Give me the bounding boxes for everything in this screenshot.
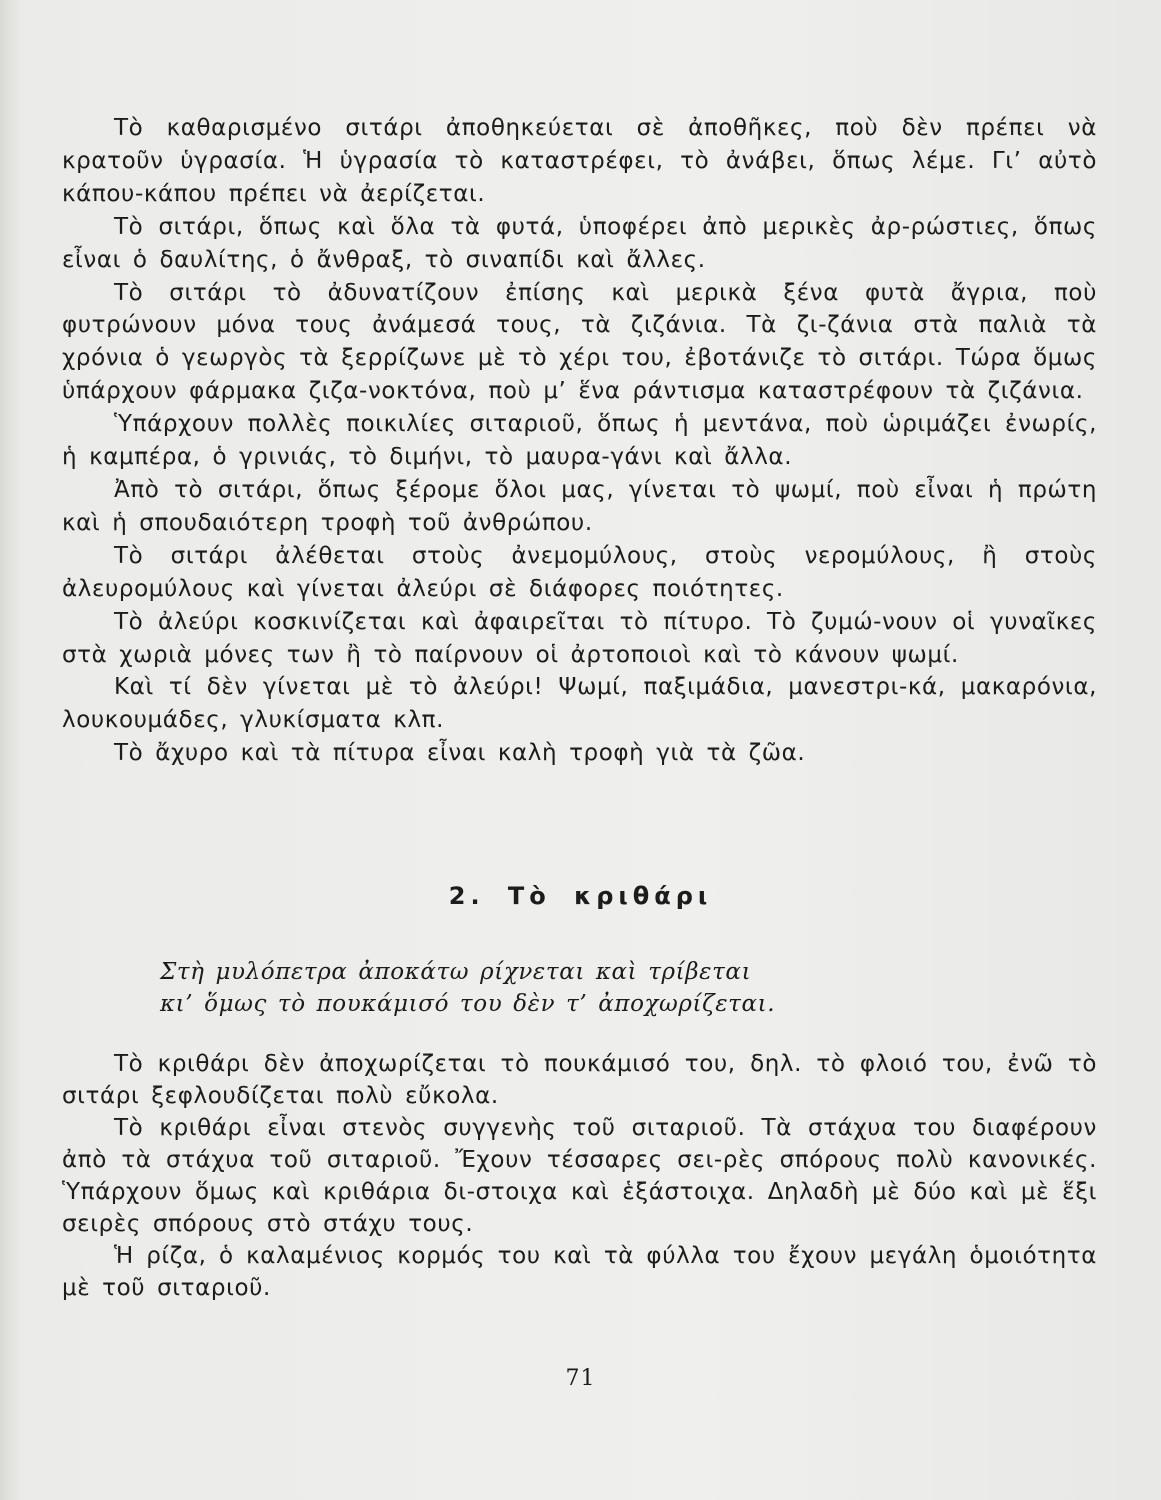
epigraph-line: κι’ ὅμως τὸ πουκάμισό του δὲν τ’ ἀποχωρίζεται.	[160, 991, 776, 1017]
paragraph: Τὸ κριθάρι εἶναι στενὸς συγγενὴς τοῦ σιταριοῦ. Τὰ στάχυα του διαφέρουν ἀπὸ τὰ στάχυα τοῦ σιταριοῦ. Ἔχουν τέσσαρες σει-ρὲς σπόρους πολὺ κανονικές. Ὑπάρχουν ὅμως καὶ κριθάρια δι-στοιχα καὶ ἑξάστοιχα. Δηλαδὴ μὲ δύο καὶ μὲ ἕξι σειρὲς σπόρους στὸ στάχυ τους.	[62, 1115, 1097, 1237]
paragraph: Τὸ σιτάρι τὸ ἀδυνατίζουν ἐπίσης καὶ μερικὰ ξένα φυτὰ ἄγρια, ποὺ φυτρώνουν μόνα τους ἀνάμεσά τους, τὰ ζιζάνια. Τὰ ζι-ζάνια στὰ παλιὰ τὰ χρόνια ὁ γεωργὸς τὰ ξερρίζωνε μὲ τὸ χέρι του, ἐβοτάνιζε τὸ σιτάρι. Τώρα ὅμως ὑπάρχουν φάρμακα ζιζα-νοκτόνα, ποὺ μ’ ἕνα ράντισμα καταστρέφουν τὰ ζιζάνια.	[62, 279, 1097, 405]
paragraph: Τὸ κριθάρι δὲν ἀποχωρίζεται τὸ πουκάμισό του, δηλ. τὸ φλοιό του, ἐνῶ τὸ σιτάρι ξεφλουδίζεται πολὺ εὔκολα.	[62, 1051, 1097, 1109]
paragraph: Καὶ τί δὲν γίνεται μὲ τὸ ἀλεύρι! Ψωμί, παξιμάδια, μανεστρι-κά, μακαρόνια, λουκουμάδες, γλυκίσματα κλπ.	[62, 674, 1097, 734]
paragraph: Τὸ ἀλεύρι κοσκινίζεται καὶ ἀφαιρεῖται τὸ πίτυρο. Τὸ ζυμώ-νουν οἱ γυναῖκες στὰ χωριὰ μόνες των ἢ τὸ παίρνουν οἱ ἀρτοποιοὶ καὶ τὸ κάνουν ψωμί.	[62, 608, 1097, 668]
paragraph: Ἀπὸ τὸ σιτάρι, ὅπως ξέρομε ὅλοι μας, γίνεται τὸ ψωμί, ποὺ εἶναι ἡ πρώτη καὶ ἡ σπουδαιότερη τροφὴ τοῦ ἀνθρώπου.	[62, 476, 1097, 536]
paragraph: Ὑπάρχουν πολλὲς ποικιλίες σιταριοῦ, ὅπως ἡ μεντάνα, ποὺ ὡριμάζει ἐνωρίς, ἡ καμπέρα, ὁ γρινιάς, τὸ διμήνι, τὸ μαυρα-γάνι καὶ ἄλλα.	[62, 411, 1097, 471]
paragraph: Ἡ ρίζα, ὁ καλαμένιος κορμός του καὶ τὰ φύλλα του ἔχουν μεγάλη ὁμοιότητα μὲ τοῦ σιταριοῦ.	[62, 1243, 1097, 1301]
paragraph: Τὸ σιτάρι ἀλέθεται στοὺς ἀνεμομύλους, στοὺς νερομύλους, ἢ στοὺς ἀλευρομύλους καὶ γίνεται ἀλεύρι σὲ διάφορες ποιότητες.	[62, 542, 1097, 602]
page-number: 71	[565, 1366, 596, 1391]
section-barley-text	[62, 1048, 1097, 1304]
paragraph: Τὸ καθαρισμένο σιτάρι ἀποθηκεύεται σὲ ἀποθῆκες, ποὺ δὲν πρέπει νὰ κρατοῦν ὑγρασία. Ἡ ὑγρασία τὸ καταστρέφει, τὸ ἀνάβει, ὅπως λέμε. Γι’ αὐτὸ κάπου-κάπου πρέπει νὰ ἀερίζεται.	[62, 115, 1097, 207]
epigraph-line: Στὴ μυλόπετρα ἀποκάτω ρίχνεται καὶ τρίβεται	[160, 959, 752, 985]
section-heading-barley: 2. Τὸ κριθάρι	[448, 882, 713, 910]
section-wheat-text	[62, 112, 1097, 770]
paragraph: Τὸ ἄχυρο καὶ τὰ πίτυρα εἶναι καλὴ τροφὴ γιὰ τὰ ζῶα.	[114, 740, 806, 767]
paragraph: Τὸ σιτάρι, ὅπως καὶ ὅλα τὰ φυτά, ὑποφέρει ἀπὸ μερικὲς ἀρ-ρώστιες, ὅπως εἶναι ὁ δαυλίτης, ὁ ἄνθραξ, τὸ σιναπίδι καὶ ἄλλες.	[62, 213, 1097, 273]
epigraph-riddle	[160, 956, 920, 1020]
